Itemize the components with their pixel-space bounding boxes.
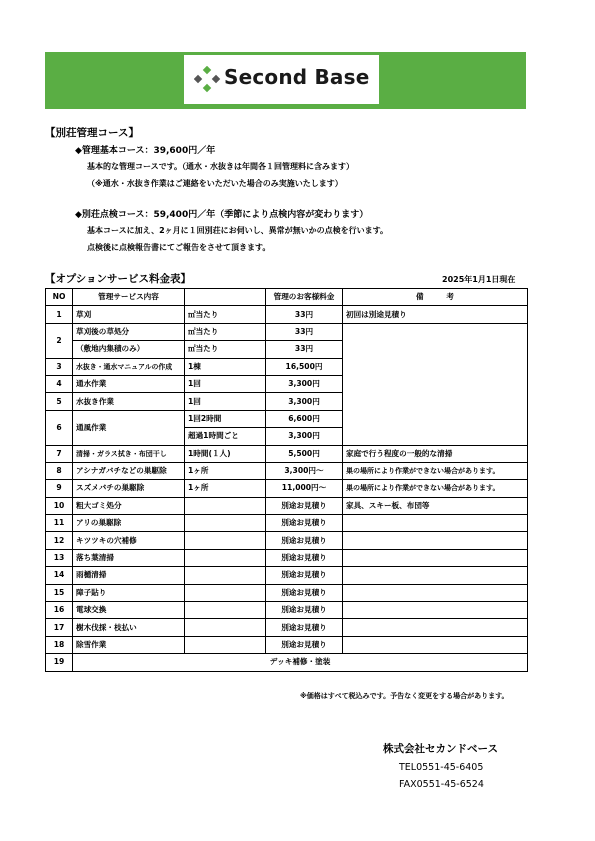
row-service: 草刈 — [73, 306, 185, 323]
row-no: 12 — [46, 532, 73, 549]
row-service: 落ち葉清掃 — [73, 549, 185, 566]
row-price: 3,300円 — [266, 375, 343, 392]
logo-text: Second Base — [224, 65, 370, 89]
row-unit: 1回 — [185, 393, 266, 410]
row-unit — [185, 584, 266, 601]
row-price: 別途お見積り — [266, 549, 343, 566]
inspect-course-desc1: 基本コースに加え、2ヶ月に１回別荘にお伺いし、異常が無いかの点検を行います。 — [87, 226, 389, 235]
row-service: 障子貼り — [73, 584, 185, 601]
row-note — [343, 619, 528, 636]
row-price: 別途お見積り — [266, 567, 343, 584]
row-unit: ㎡当たり — [185, 341, 266, 358]
row-price: 5,500円 — [266, 445, 343, 462]
company-name: 株式会社セカンドベース — [383, 743, 498, 755]
logo-diamonds-icon — [194, 66, 222, 94]
row-no: 6 — [46, 410, 73, 445]
row-unit: 1回2時間 — [185, 410, 266, 427]
row-service: 通風作業 — [73, 410, 185, 445]
table-row — [46, 619, 528, 636]
table-row — [46, 306, 528, 323]
table-row — [46, 584, 528, 601]
header-no: NO — [46, 289, 73, 306]
logo — [184, 55, 379, 104]
row-note — [343, 532, 528, 549]
row-note: 家庭で行う程度の一般的な清掃 — [343, 445, 528, 462]
course-title: 【別荘管理コース】 — [45, 127, 139, 139]
row-price: 別途お見積り — [266, 515, 343, 532]
row-no: 5 — [46, 393, 73, 410]
table-row — [46, 549, 528, 566]
table-row — [46, 602, 528, 619]
table-row — [46, 636, 528, 653]
row-note — [343, 636, 528, 653]
row-price: 別途お見積り — [266, 532, 343, 549]
table-row — [46, 567, 528, 584]
row-service: 水抜き作業 — [73, 393, 185, 410]
row-service: 草刈後の草処分 — [73, 323, 185, 340]
table-row — [46, 480, 528, 497]
row-service: 除雪作業 — [73, 636, 185, 653]
basic-course-desc2: （※通水・水抜き作業はご連絡をいただいた場合のみ実施いたします） — [87, 179, 343, 188]
row-no: 19 — [46, 654, 73, 671]
row-unit: 1時間(１人) — [185, 445, 266, 462]
row-unit: 1棟 — [185, 358, 266, 375]
row-service: 水抜き・通水マニュアルの作成 — [73, 358, 185, 375]
row-note: 巣の場所により作業ができない場合があります。 — [343, 480, 528, 497]
row-unit — [185, 567, 266, 584]
inspect-course-line: ◆別荘点検コース：59,400円／年（季節により点検内容が変わります） — [75, 210, 369, 220]
row-unit — [185, 619, 266, 636]
row-note — [343, 549, 528, 566]
row-service: 粗大ゴミ処分 — [73, 497, 185, 514]
table-row — [46, 654, 528, 671]
row-unit: 1ヶ所 — [185, 462, 266, 479]
table-header-row — [46, 289, 528, 306]
row-service: アリの巣駆除 — [73, 515, 185, 532]
row-note — [343, 515, 528, 532]
table-row — [46, 462, 528, 479]
options-date: 2025年1月1日現在 — [442, 275, 516, 284]
basic-course-line: ◆管理基本コース：39,600円／年 — [75, 146, 216, 156]
row-no: 7 — [46, 445, 73, 462]
table-row — [46, 497, 528, 514]
row-unit — [185, 602, 266, 619]
header-service: 管理サービス内容 — [73, 289, 185, 306]
row-unit: 1回 — [185, 375, 266, 392]
row-service: 雨樋清掃 — [73, 567, 185, 584]
company-fax: FAX0551-45-6524 — [399, 779, 484, 790]
row-no: 14 — [46, 567, 73, 584]
row-service: スズメバチの巣駆除 — [73, 480, 185, 497]
row-price: 11,000円～ — [266, 480, 343, 497]
row-note — [343, 567, 528, 584]
table-row — [46, 445, 528, 462]
row-unit: ㎡当たり — [185, 323, 266, 340]
row-price: 33円 — [266, 341, 343, 358]
table-row — [46, 323, 528, 340]
row-service: 樹木伐採・枝払い — [73, 619, 185, 636]
row-unit: ㎡当たり — [185, 306, 266, 323]
row-price: 別途お見積り — [266, 619, 343, 636]
price-table — [45, 288, 528, 672]
row-no: 13 — [46, 549, 73, 566]
table-row — [46, 515, 528, 532]
row-note-empty — [343, 323, 528, 445]
row-no: 2 — [46, 323, 73, 358]
row-no: 1 — [46, 306, 73, 323]
header-price: 管理のお客様料金 — [266, 289, 343, 306]
row-service: 清掃・ガラス拭き・布団干し — [73, 445, 185, 462]
row-note: 家具、スキー板、布団等 — [343, 497, 528, 514]
row-no: 8 — [46, 462, 73, 479]
row-service: 電球交換 — [73, 602, 185, 619]
row-service: アシナガバチなどの巣駆除 — [73, 462, 185, 479]
row-unit — [185, 636, 266, 653]
row-note: 巣の場所により作業ができない場合があります。 — [343, 462, 528, 479]
company-tel: TEL0551-45-6405 — [399, 762, 484, 773]
row-service: （敷地内集積のみ） — [73, 341, 185, 358]
row-unit — [185, 549, 266, 566]
row-price: 16,500円 — [266, 358, 343, 375]
row-price: 3,300円 — [266, 428, 343, 445]
table-row — [46, 532, 528, 549]
row-no: 17 — [46, 619, 73, 636]
row-no: 10 — [46, 497, 73, 514]
row-no: 16 — [46, 602, 73, 619]
row-unit: 超過1時間ごと — [185, 428, 266, 445]
row-note: 初回は別途見積り — [343, 306, 528, 323]
row-no: 18 — [46, 636, 73, 653]
options-title: 【オプションサービス料金表】 — [45, 273, 192, 285]
row-unit — [185, 532, 266, 549]
header-note: 備 考 — [343, 289, 528, 306]
row-service: 通水作業 — [73, 375, 185, 392]
row-price: 別途お見積り — [266, 602, 343, 619]
row-price: 別途お見積り — [266, 584, 343, 601]
row-no: 4 — [46, 375, 73, 392]
row-no: 15 — [46, 584, 73, 601]
basic-course-desc1: 基本的な管理コースです。（通水・水抜きは年間各１回管理料に含みます） — [87, 162, 354, 171]
row-price: 33円 — [266, 306, 343, 323]
row-no: 9 — [46, 480, 73, 497]
price-footnote: ※価格はすべて税込みです。予告なく変更をする場合があります。 — [300, 692, 509, 700]
inspect-course-desc2: 点検後に点検報告書にてご報告をさせて頂きます。 — [87, 243, 271, 252]
row-no: 3 — [46, 358, 73, 375]
header-unit — [185, 289, 266, 306]
row-unit: 1ヶ所 — [185, 480, 266, 497]
row-consult-note: デッキ補修・塗装 — [73, 654, 528, 671]
row-note — [343, 602, 528, 619]
row-price: 6,600円 — [266, 410, 343, 427]
row-unit — [185, 515, 266, 532]
row-price: 33円 — [266, 323, 343, 340]
row-unit — [185, 497, 266, 514]
row-price: 3,300円～ — [266, 462, 343, 479]
row-price: 別途お見積り — [266, 497, 343, 514]
row-note — [343, 584, 528, 601]
row-price: 3,300円 — [266, 393, 343, 410]
row-no: 11 — [46, 515, 73, 532]
row-price: 別途お見積り — [266, 636, 343, 653]
row-service: キツツキの穴補修 — [73, 532, 185, 549]
